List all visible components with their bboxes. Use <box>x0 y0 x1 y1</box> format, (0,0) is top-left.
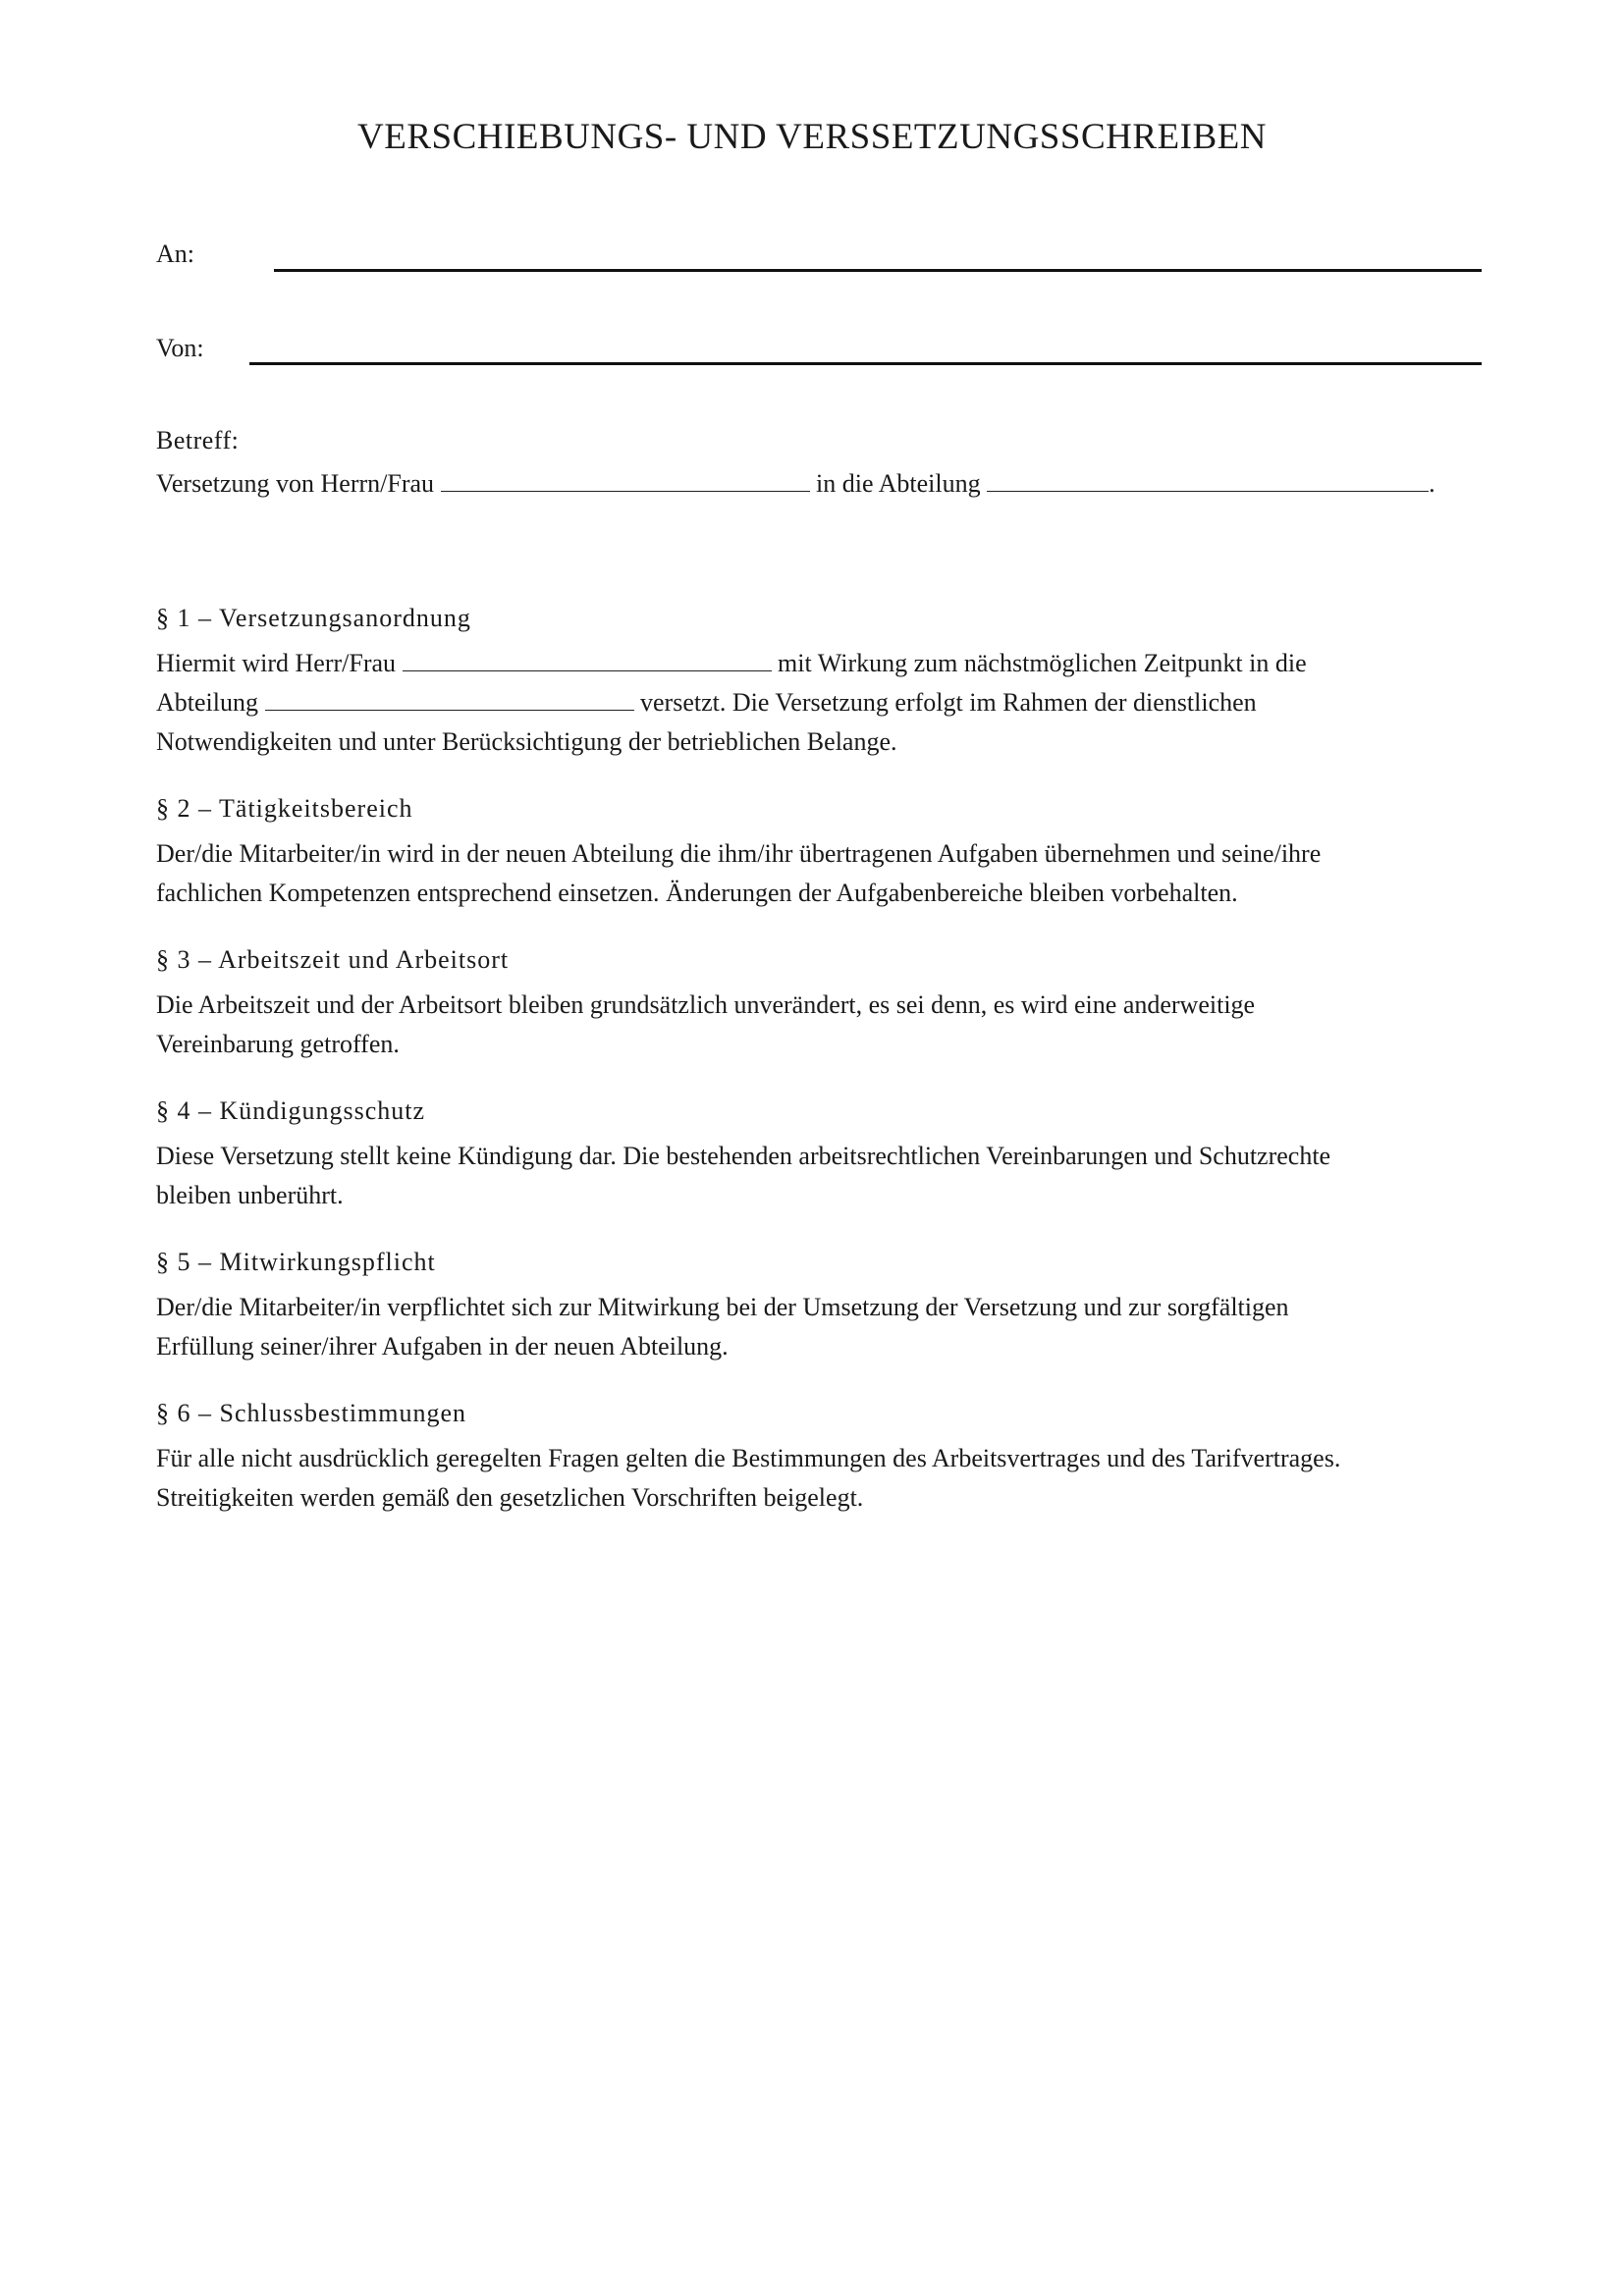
an-field-line[interactable] <box>274 269 1482 272</box>
section-line: Der/die Mitarbeiter/in wird in der neuen Abteilung die ihm/ihr übertragenen Aufgaben übernehmen und seine/ihre <box>156 839 1322 868</box>
betreff-middle: in die Abteilung <box>809 469 988 498</box>
betreff-person-blank[interactable] <box>441 469 810 492</box>
section-text: Abteilung <box>156 688 265 717</box>
section-line: Notwendigkeiten und unter Berücksichtigung der betrieblichen Belange. <box>156 727 897 756</box>
document-title: VERSCHIEBUNGS- UND VERSSETZUNGSSCHREIBEN <box>357 117 1267 157</box>
section-heading: § 2 – Tätigkeitsbereich <box>156 794 413 823</box>
betreff-suffix: . <box>1429 469 1435 498</box>
betreff-line <box>156 469 1435 499</box>
section-body <box>156 1288 1491 1366</box>
section-line: Der/die Mitarbeiter/in verpflichtet sich zur Mitwirkung bei der Umsetzung der Versetzung und zur sorgfältigen <box>156 1293 1289 1321</box>
person-name-blank[interactable] <box>403 649 772 671</box>
section-line: Vereinbarung getroffen. <box>156 1030 400 1058</box>
section-line <box>156 644 1491 683</box>
section-body <box>156 834 1491 913</box>
section-line: Diese Versetzung stellt keine Kündigung dar. Die bestehenden arbeitsrechtlichen Vereinbarungen und Schutzrechte <box>156 1142 1331 1170</box>
betreff-prefix: Versetzung von Herrn/Frau <box>156 469 441 498</box>
section-heading: § 5 – Mitwirkungspflicht <box>156 1248 436 1276</box>
section-4 <box>156 1092 1491 1215</box>
section-6 <box>156 1394 1491 1518</box>
section-text: Hiermit wird Herr/Frau <box>156 649 403 677</box>
section-2 <box>156 789 1491 913</box>
department-blank[interactable] <box>265 688 634 711</box>
section-3 <box>156 940 1491 1064</box>
section-line: Die Arbeitszeit und der Arbeitsort bleiben grundsätzlich unverändert, es sei denn, es wird eine anderweitige <box>156 990 1256 1019</box>
section-line: Streitigkeiten werden gemäß den gesetzlichen Vorschriften beigelegt. <box>156 1483 864 1512</box>
section-heading: § 1 – Versetzungsanordnung <box>156 604 471 632</box>
section-body <box>156 1137 1491 1215</box>
section-heading: § 3 – Arbeitszeit und Arbeitsort <box>156 945 510 974</box>
betreff-department-blank[interactable] <box>987 469 1429 492</box>
section-line: bleiben unberührt. <box>156 1181 344 1209</box>
section-line <box>156 683 1491 722</box>
section-heading: § 4 – Kündigungsschutz <box>156 1096 426 1125</box>
section-line: Erfüllung seiner/ihrer Aufgaben in der neuen Abteilung. <box>156 1332 729 1361</box>
section-line: Für alle nicht ausdrücklich geregelten Fragen gelten die Bestimmungen des Arbeitsvertrages und des Tarifvertrages. <box>156 1444 1341 1472</box>
an-label: An: <box>156 240 194 268</box>
section-5 <box>156 1243 1491 1366</box>
section-line: fachlichen Kompetenzen entsprechend einsetzen. Änderungen der Aufgabenbereiche bleiben vorbehalten. <box>156 879 1238 907</box>
section-heading: § 6 – Schlussbestimmungen <box>156 1399 467 1427</box>
sections-container <box>156 599 1491 1545</box>
section-body <box>156 986 1491 1064</box>
von-field-line[interactable] <box>249 362 1482 365</box>
betreff-label: Betreff: <box>156 426 240 454</box>
von-label: Von: <box>156 334 204 362</box>
section-text: mit Wirkung zum nächstmöglichen Zeitpunkt in die <box>771 649 1307 677</box>
section-body <box>156 644 1491 762</box>
section-text: versetzt. Die Versetzung erfolgt im Rahmen der dienstlichen <box>633 688 1257 717</box>
section-body <box>156 1439 1491 1518</box>
section-1 <box>156 599 1491 762</box>
